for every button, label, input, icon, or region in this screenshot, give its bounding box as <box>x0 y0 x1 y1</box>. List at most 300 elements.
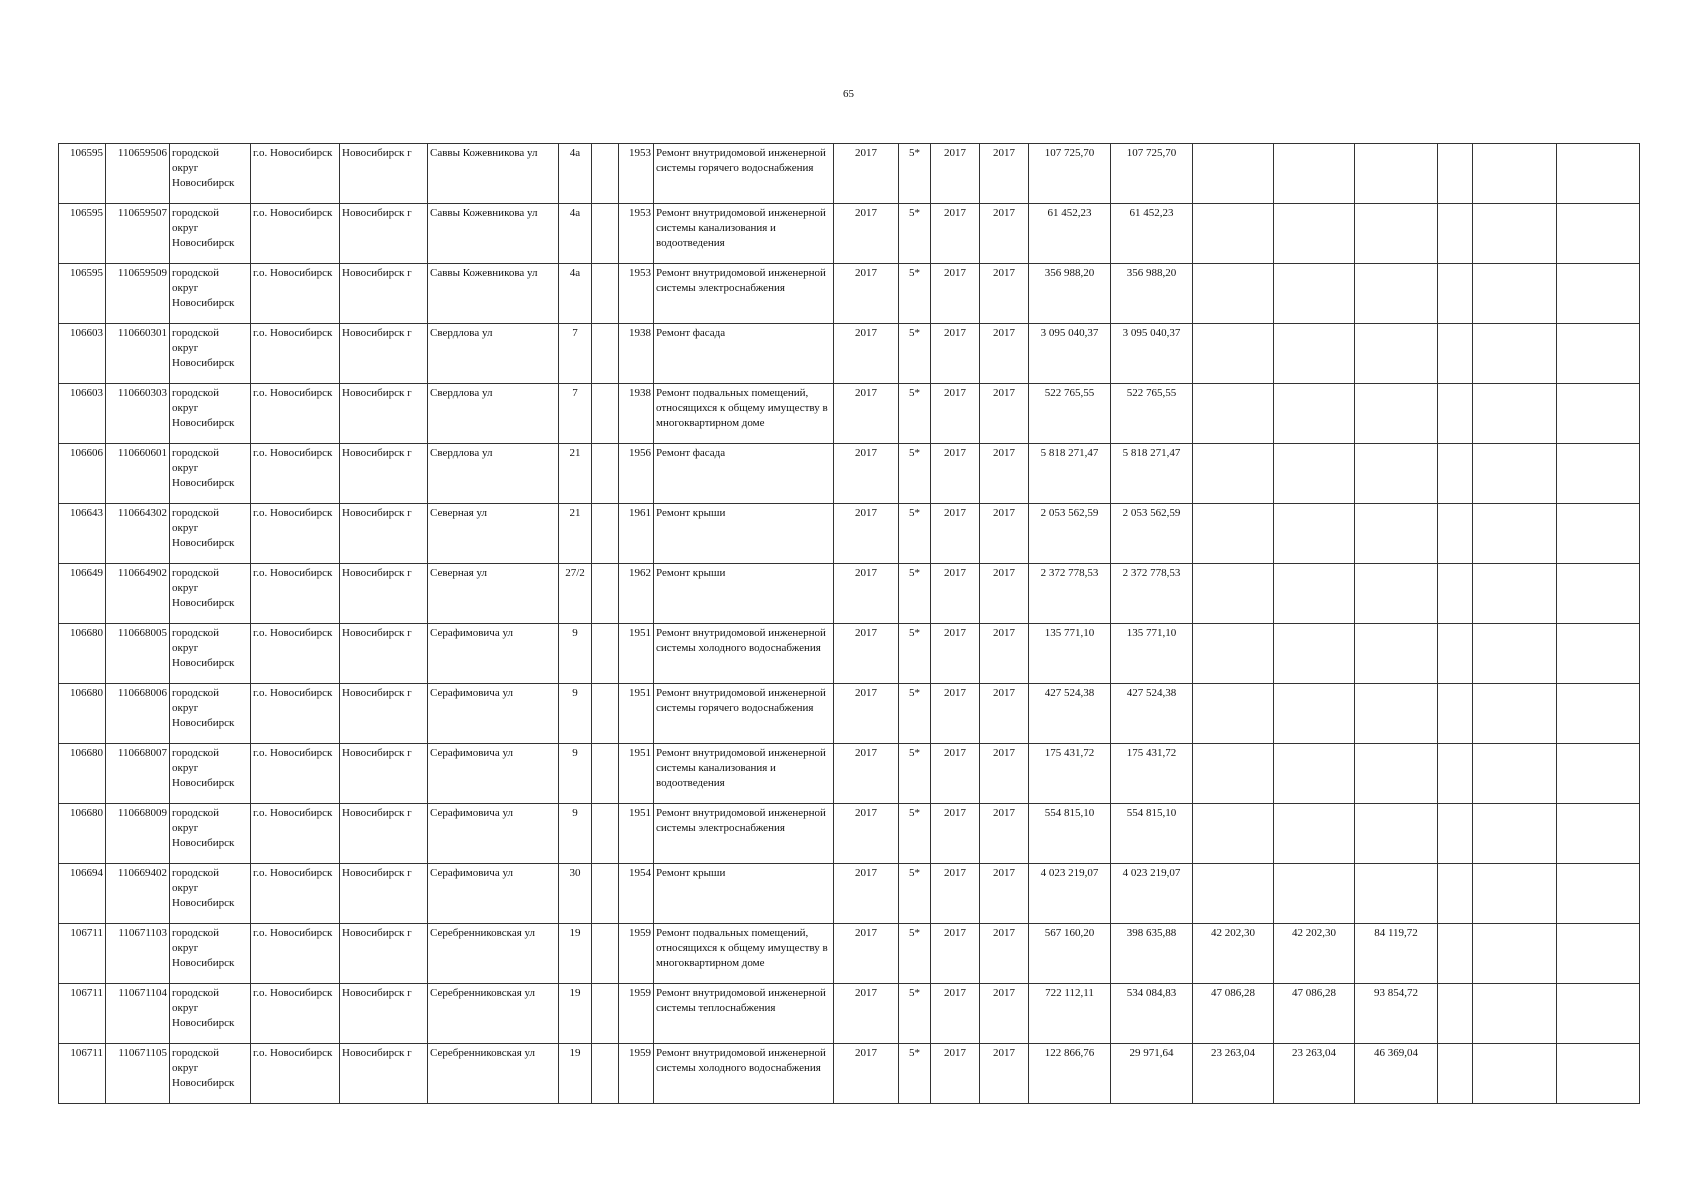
table-row <box>59 504 1640 564</box>
house-number-cell: 4а <box>559 144 592 204</box>
plan-year-cell: 2017 <box>834 444 899 504</box>
extra-cost-2-cell <box>1274 204 1355 264</box>
extra-cost-6-cell <box>1557 564 1640 624</box>
building-number-cell <box>592 1044 619 1104</box>
extra-cost-5-cell <box>1473 864 1557 924</box>
start-year-cell: 2017 <box>931 444 980 504</box>
extra-cost-6-cell <box>1557 324 1640 384</box>
work-code-cell: 110671103 <box>106 924 170 984</box>
extra-cost-3-cell <box>1355 144 1438 204</box>
record-id-cell: 106680 <box>59 684 106 744</box>
fund-cost-cell: 534 084,83 <box>1111 984 1193 1044</box>
record-id-cell: 106603 <box>59 324 106 384</box>
table-row <box>59 564 1640 624</box>
extra-cost-3-cell <box>1355 624 1438 684</box>
municipality-cell: г.о. Новосибирск <box>251 804 340 864</box>
end-year-cell: 2017 <box>980 624 1029 684</box>
total-cost-cell: 107 725,70 <box>1029 144 1111 204</box>
work-code-cell: 110660301 <box>106 324 170 384</box>
city-cell: Новосибирск г <box>340 324 428 384</box>
work-type-cell: Ремонт крыши <box>654 864 834 924</box>
plan-year-cell: 2017 <box>834 504 899 564</box>
municipality-cell: г.о. Новосибирск <box>251 624 340 684</box>
extra-cost-3-cell: 93 854,72 <box>1355 984 1438 1044</box>
building-number-cell <box>592 864 619 924</box>
district-cell: городской округ Новосибирск <box>170 924 251 984</box>
record-id-cell: 106711 <box>59 924 106 984</box>
table-row <box>59 444 1640 504</box>
extra-cost-1-cell <box>1193 264 1274 324</box>
extra-cost-5-cell <box>1473 324 1557 384</box>
extra-cost-1-cell <box>1193 804 1274 864</box>
house-number-cell: 9 <box>559 624 592 684</box>
municipality-cell: г.о. Новосибирск <box>251 864 340 924</box>
street-cell: Саввы Кожевникова ул <box>428 144 559 204</box>
extra-cost-5-cell <box>1473 804 1557 864</box>
building-number-cell <box>592 204 619 264</box>
plan-year-cell: 2017 <box>834 384 899 444</box>
end-year-cell: 2017 <box>980 444 1029 504</box>
extra-cost-2-cell <box>1274 864 1355 924</box>
work-type-cell: Ремонт внутридомовой инженерной системы горячего водоснабжения <box>654 684 834 744</box>
end-year-cell: 2017 <box>980 864 1029 924</box>
start-year-cell: 2017 <box>931 144 980 204</box>
extra-cost-2-cell: 42 202,30 <box>1274 924 1355 984</box>
end-year-cell: 2017 <box>980 744 1029 804</box>
year-built-cell: 1951 <box>619 804 654 864</box>
municipality-cell: г.о. Новосибирск <box>251 384 340 444</box>
extra-cost-2-cell: 47 086,28 <box>1274 984 1355 1044</box>
total-cost-cell: 554 815,10 <box>1029 804 1111 864</box>
city-cell: Новосибирск г <box>340 144 428 204</box>
priority-cell: 5* <box>899 984 931 1044</box>
district-cell: городской округ Новосибирск <box>170 744 251 804</box>
house-number-cell: 7 <box>559 324 592 384</box>
fund-cost-cell: 29 971,64 <box>1111 1044 1193 1104</box>
priority-cell: 5* <box>899 804 931 864</box>
municipality-cell: г.о. Новосибирск <box>251 564 340 624</box>
fund-cost-cell: 5 818 271,47 <box>1111 444 1193 504</box>
extra-cost-5-cell <box>1473 744 1557 804</box>
fund-cost-cell: 522 765,55 <box>1111 384 1193 444</box>
end-year-cell: 2017 <box>980 264 1029 324</box>
record-id-cell: 106711 <box>59 984 106 1044</box>
building-number-cell <box>592 444 619 504</box>
street-cell: Саввы Кожевникова ул <box>428 204 559 264</box>
extra-cost-3-cell <box>1355 444 1438 504</box>
extra-cost-3-cell <box>1355 384 1438 444</box>
extra-cost-6-cell <box>1557 264 1640 324</box>
house-number-cell: 9 <box>559 744 592 804</box>
record-id-cell: 106680 <box>59 804 106 864</box>
municipality-cell: г.о. Новосибирск <box>251 1044 340 1104</box>
record-id-cell: 106603 <box>59 384 106 444</box>
extra-cost-3-cell <box>1355 564 1438 624</box>
building-number-cell <box>592 144 619 204</box>
work-code-cell: 110669402 <box>106 864 170 924</box>
plan-year-cell: 2017 <box>834 204 899 264</box>
record-id-cell: 106711 <box>59 1044 106 1104</box>
extra-cost-4-cell <box>1438 864 1473 924</box>
table-row <box>59 684 1640 744</box>
house-number-cell: 4а <box>559 264 592 324</box>
extra-cost-2-cell <box>1274 144 1355 204</box>
work-type-cell: Ремонт внутридомовой инженерной системы канализования и водоотведения <box>654 204 834 264</box>
fund-cost-cell: 398 635,88 <box>1111 924 1193 984</box>
building-number-cell <box>592 744 619 804</box>
municipality-cell: г.о. Новосибирск <box>251 924 340 984</box>
house-number-cell: 19 <box>559 1044 592 1104</box>
year-built-cell: 1956 <box>619 444 654 504</box>
priority-cell: 5* <box>899 624 931 684</box>
plan-year-cell: 2017 <box>834 1044 899 1104</box>
year-built-cell: 1961 <box>619 504 654 564</box>
building-number-cell <box>592 384 619 444</box>
extra-cost-6-cell <box>1557 624 1640 684</box>
start-year-cell: 2017 <box>931 204 980 264</box>
work-code-cell: 110671104 <box>106 984 170 1044</box>
district-cell: городской округ Новосибирск <box>170 504 251 564</box>
extra-cost-5-cell <box>1473 444 1557 504</box>
extra-cost-1-cell <box>1193 564 1274 624</box>
street-cell: Серафимовича ул <box>428 684 559 744</box>
year-built-cell: 1959 <box>619 984 654 1044</box>
city-cell: Новосибирск г <box>340 264 428 324</box>
fund-cost-cell: 61 452,23 <box>1111 204 1193 264</box>
city-cell: Новосибирск г <box>340 864 428 924</box>
municipality-cell: г.о. Новосибирск <box>251 264 340 324</box>
plan-year-cell: 2017 <box>834 864 899 924</box>
total-cost-cell: 135 771,10 <box>1029 624 1111 684</box>
extra-cost-1-cell <box>1193 624 1274 684</box>
extra-cost-5-cell <box>1473 144 1557 204</box>
house-number-cell: 7 <box>559 384 592 444</box>
city-cell: Новосибирск г <box>340 564 428 624</box>
total-cost-cell: 427 524,38 <box>1029 684 1111 744</box>
total-cost-cell: 2 372 778,53 <box>1029 564 1111 624</box>
municipality-cell: г.о. Новосибирск <box>251 984 340 1044</box>
extra-cost-6-cell <box>1557 684 1640 744</box>
work-type-cell: Ремонт внутридомовой инженерной системы холодного водоснабжения <box>654 624 834 684</box>
extra-cost-4-cell <box>1438 684 1473 744</box>
extra-cost-5-cell <box>1473 504 1557 564</box>
end-year-cell: 2017 <box>980 324 1029 384</box>
street-cell: Серафимовича ул <box>428 804 559 864</box>
plan-year-cell: 2017 <box>834 984 899 1044</box>
extra-cost-6-cell <box>1557 984 1640 1044</box>
extra-cost-2-cell <box>1274 444 1355 504</box>
extra-cost-3-cell <box>1355 204 1438 264</box>
end-year-cell: 2017 <box>980 204 1029 264</box>
extra-cost-4-cell <box>1438 804 1473 864</box>
extra-cost-2-cell <box>1274 384 1355 444</box>
start-year-cell: 2017 <box>931 384 980 444</box>
extra-cost-2-cell <box>1274 624 1355 684</box>
start-year-cell: 2017 <box>931 804 980 864</box>
municipality-cell: г.о. Новосибирск <box>251 324 340 384</box>
year-built-cell: 1959 <box>619 1044 654 1104</box>
year-built-cell: 1953 <box>619 204 654 264</box>
fund-cost-cell: 3 095 040,37 <box>1111 324 1193 384</box>
house-number-cell: 4а <box>559 204 592 264</box>
extra-cost-2-cell <box>1274 744 1355 804</box>
table-row <box>59 384 1640 444</box>
priority-cell: 5* <box>899 744 931 804</box>
extra-cost-1-cell: 42 202,30 <box>1193 924 1274 984</box>
end-year-cell: 2017 <box>980 1044 1029 1104</box>
extra-cost-6-cell <box>1557 744 1640 804</box>
city-cell: Новосибирск г <box>340 924 428 984</box>
total-cost-cell: 5 818 271,47 <box>1029 444 1111 504</box>
building-number-cell <box>592 504 619 564</box>
plan-year-cell: 2017 <box>834 804 899 864</box>
building-number-cell <box>592 324 619 384</box>
priority-cell: 5* <box>899 864 931 924</box>
total-cost-cell: 567 160,20 <box>1029 924 1111 984</box>
priority-cell: 5* <box>899 684 931 744</box>
extra-cost-5-cell <box>1473 924 1557 984</box>
priority-cell: 5* <box>899 924 931 984</box>
start-year-cell: 2017 <box>931 684 980 744</box>
district-cell: городской округ Новосибирск <box>170 684 251 744</box>
building-number-cell <box>592 924 619 984</box>
end-year-cell: 2017 <box>980 384 1029 444</box>
extra-cost-2-cell <box>1274 684 1355 744</box>
extra-cost-1-cell <box>1193 504 1274 564</box>
start-year-cell: 2017 <box>931 864 980 924</box>
house-number-cell: 19 <box>559 984 592 1044</box>
priority-cell: 5* <box>899 564 931 624</box>
plan-year-cell: 2017 <box>834 624 899 684</box>
work-type-cell: Ремонт внутридомовой инженерной системы электроснабжения <box>654 804 834 864</box>
work-type-cell: Ремонт подвальных помещений, относящихся к общему имуществу в многоквартирном доме <box>654 924 834 984</box>
city-cell: Новосибирск г <box>340 744 428 804</box>
extra-cost-1-cell <box>1193 744 1274 804</box>
extra-cost-6-cell <box>1557 144 1640 204</box>
building-number-cell <box>592 264 619 324</box>
street-cell: Свердлова ул <box>428 384 559 444</box>
city-cell: Новосибирск г <box>340 984 428 1044</box>
extra-cost-5-cell <box>1473 384 1557 444</box>
street-cell: Свердлова ул <box>428 324 559 384</box>
total-cost-cell: 356 988,20 <box>1029 264 1111 324</box>
extra-cost-3-cell <box>1355 804 1438 864</box>
end-year-cell: 2017 <box>980 504 1029 564</box>
fund-cost-cell: 4 023 219,07 <box>1111 864 1193 924</box>
record-id-cell: 106680 <box>59 624 106 684</box>
record-id-cell: 106606 <box>59 444 106 504</box>
year-built-cell: 1951 <box>619 744 654 804</box>
total-cost-cell: 722 112,11 <box>1029 984 1111 1044</box>
year-built-cell: 1953 <box>619 264 654 324</box>
year-built-cell: 1938 <box>619 324 654 384</box>
work-type-cell: Ремонт внутридомовой инженерной системы электроснабжения <box>654 264 834 324</box>
extra-cost-1-cell <box>1193 444 1274 504</box>
fund-cost-cell: 554 815,10 <box>1111 804 1193 864</box>
city-cell: Новосибирск г <box>340 444 428 504</box>
table-row <box>59 984 1640 1044</box>
table-row <box>59 864 1640 924</box>
extra-cost-2-cell: 23 263,04 <box>1274 1044 1355 1104</box>
table-row <box>59 804 1640 864</box>
fund-cost-cell: 107 725,70 <box>1111 144 1193 204</box>
extra-cost-1-cell: 23 263,04 <box>1193 1044 1274 1104</box>
total-cost-cell: 175 431,72 <box>1029 744 1111 804</box>
total-cost-cell: 4 023 219,07 <box>1029 864 1111 924</box>
start-year-cell: 2017 <box>931 984 980 1044</box>
extra-cost-4-cell <box>1438 924 1473 984</box>
priority-cell: 5* <box>899 1044 931 1104</box>
extra-cost-2-cell <box>1274 564 1355 624</box>
city-cell: Новосибирск г <box>340 504 428 564</box>
work-type-cell: Ремонт подвальных помещений, относящихся к общему имуществу в многоквартирном доме <box>654 384 834 444</box>
street-cell: Серебренниковская ул <box>428 924 559 984</box>
district-cell: городской округ Новосибирск <box>170 984 251 1044</box>
extra-cost-5-cell <box>1473 204 1557 264</box>
total-cost-cell: 2 053 562,59 <box>1029 504 1111 564</box>
extra-cost-4-cell <box>1438 264 1473 324</box>
work-type-cell: Ремонт внутридомовой инженерной системы теплоснабжения <box>654 984 834 1044</box>
year-built-cell: 1959 <box>619 924 654 984</box>
district-cell: городской округ Новосибирск <box>170 384 251 444</box>
extra-cost-6-cell <box>1557 204 1640 264</box>
plan-year-cell: 2017 <box>834 264 899 324</box>
table-row <box>59 744 1640 804</box>
record-id-cell: 106694 <box>59 864 106 924</box>
fund-cost-cell: 356 988,20 <box>1111 264 1193 324</box>
work-code-cell: 110668006 <box>106 684 170 744</box>
priority-cell: 5* <box>899 504 931 564</box>
start-year-cell: 2017 <box>931 504 980 564</box>
extra-cost-5-cell <box>1473 1044 1557 1104</box>
municipality-cell: г.о. Новосибирск <box>251 744 340 804</box>
city-cell: Новосибирск г <box>340 804 428 864</box>
priority-cell: 5* <box>899 384 931 444</box>
district-cell: городской округ Новосибирск <box>170 564 251 624</box>
extra-cost-6-cell <box>1557 864 1640 924</box>
extra-cost-6-cell <box>1557 444 1640 504</box>
city-cell: Новосибирск г <box>340 684 428 744</box>
building-number-cell <box>592 564 619 624</box>
extra-cost-2-cell <box>1274 804 1355 864</box>
district-cell: городской округ Новосибирск <box>170 804 251 864</box>
extra-cost-1-cell <box>1193 144 1274 204</box>
extra-cost-6-cell <box>1557 924 1640 984</box>
table-row <box>59 144 1640 204</box>
end-year-cell: 2017 <box>980 144 1029 204</box>
extra-cost-1-cell <box>1193 684 1274 744</box>
extra-cost-6-cell <box>1557 504 1640 564</box>
extra-cost-3-cell: 84 119,72 <box>1355 924 1438 984</box>
end-year-cell: 2017 <box>980 804 1029 864</box>
year-built-cell: 1954 <box>619 864 654 924</box>
extra-cost-4-cell <box>1438 564 1473 624</box>
house-number-cell: 9 <box>559 804 592 864</box>
year-built-cell: 1951 <box>619 624 654 684</box>
district-cell: городской округ Новосибирск <box>170 624 251 684</box>
house-number-cell: 19 <box>559 924 592 984</box>
building-number-cell <box>592 804 619 864</box>
district-cell: городской округ Новосибирск <box>170 324 251 384</box>
work-type-cell: Ремонт фасада <box>654 324 834 384</box>
building-number-cell <box>592 684 619 744</box>
municipality-cell: г.о. Новосибирск <box>251 684 340 744</box>
street-cell: Серафимовича ул <box>428 864 559 924</box>
extra-cost-1-cell <box>1193 324 1274 384</box>
work-type-cell: Ремонт фасада <box>654 444 834 504</box>
extra-cost-5-cell <box>1473 264 1557 324</box>
work-code-cell: 110660601 <box>106 444 170 504</box>
extra-cost-5-cell <box>1473 564 1557 624</box>
start-year-cell: 2017 <box>931 324 980 384</box>
plan-year-cell: 2017 <box>834 744 899 804</box>
plan-year-cell: 2017 <box>834 324 899 384</box>
record-id-cell: 106595 <box>59 264 106 324</box>
year-built-cell: 1951 <box>619 684 654 744</box>
fund-cost-cell: 2 372 778,53 <box>1111 564 1193 624</box>
extra-cost-4-cell <box>1438 144 1473 204</box>
house-number-cell: 27/2 <box>559 564 592 624</box>
house-number-cell: 30 <box>559 864 592 924</box>
street-cell: Серафимовича ул <box>428 744 559 804</box>
extra-cost-6-cell <box>1557 804 1640 864</box>
street-cell: Северная ул <box>428 504 559 564</box>
district-cell: городской округ Новосибирск <box>170 444 251 504</box>
fund-cost-cell: 175 431,72 <box>1111 744 1193 804</box>
extra-cost-1-cell <box>1193 204 1274 264</box>
end-year-cell: 2017 <box>980 684 1029 744</box>
street-cell: Свердлова ул <box>428 444 559 504</box>
extra-cost-5-cell <box>1473 624 1557 684</box>
work-code-cell: 110668005 <box>106 624 170 684</box>
work-code-cell: 110664902 <box>106 564 170 624</box>
district-cell: городской округ Новосибирск <box>170 1044 251 1104</box>
district-cell: городской округ Новосибирск <box>170 144 251 204</box>
extra-cost-6-cell <box>1557 1044 1640 1104</box>
street-cell: Северная ул <box>428 564 559 624</box>
extra-cost-4-cell <box>1438 984 1473 1044</box>
municipality-cell: г.о. Новосибирск <box>251 144 340 204</box>
table-row <box>59 924 1640 984</box>
work-code-cell: 110659509 <box>106 264 170 324</box>
municipality-cell: г.о. Новосибирск <box>251 444 340 504</box>
start-year-cell: 2017 <box>931 624 980 684</box>
municipality-cell: г.о. Новосибирск <box>251 504 340 564</box>
page-number: 65 <box>843 88 854 100</box>
city-cell: Новосибирск г <box>340 384 428 444</box>
plan-year-cell: 2017 <box>834 684 899 744</box>
extra-cost-3-cell <box>1355 504 1438 564</box>
extra-cost-5-cell <box>1473 984 1557 1044</box>
year-built-cell: 1962 <box>619 564 654 624</box>
fund-cost-cell: 135 771,10 <box>1111 624 1193 684</box>
work-code-cell: 110664302 <box>106 504 170 564</box>
building-number-cell <box>592 984 619 1044</box>
extra-cost-3-cell <box>1355 264 1438 324</box>
extra-cost-6-cell <box>1557 384 1640 444</box>
extra-cost-1-cell <box>1193 384 1274 444</box>
extra-cost-3-cell <box>1355 864 1438 924</box>
priority-cell: 5* <box>899 264 931 324</box>
district-cell: городской округ Новосибирск <box>170 864 251 924</box>
extra-cost-4-cell <box>1438 444 1473 504</box>
extra-cost-3-cell <box>1355 684 1438 744</box>
extra-cost-4-cell <box>1438 204 1473 264</box>
plan-year-cell: 2017 <box>834 144 899 204</box>
extra-cost-2-cell <box>1274 324 1355 384</box>
total-cost-cell: 61 452,23 <box>1029 204 1111 264</box>
city-cell: Новосибирск г <box>340 1044 428 1104</box>
